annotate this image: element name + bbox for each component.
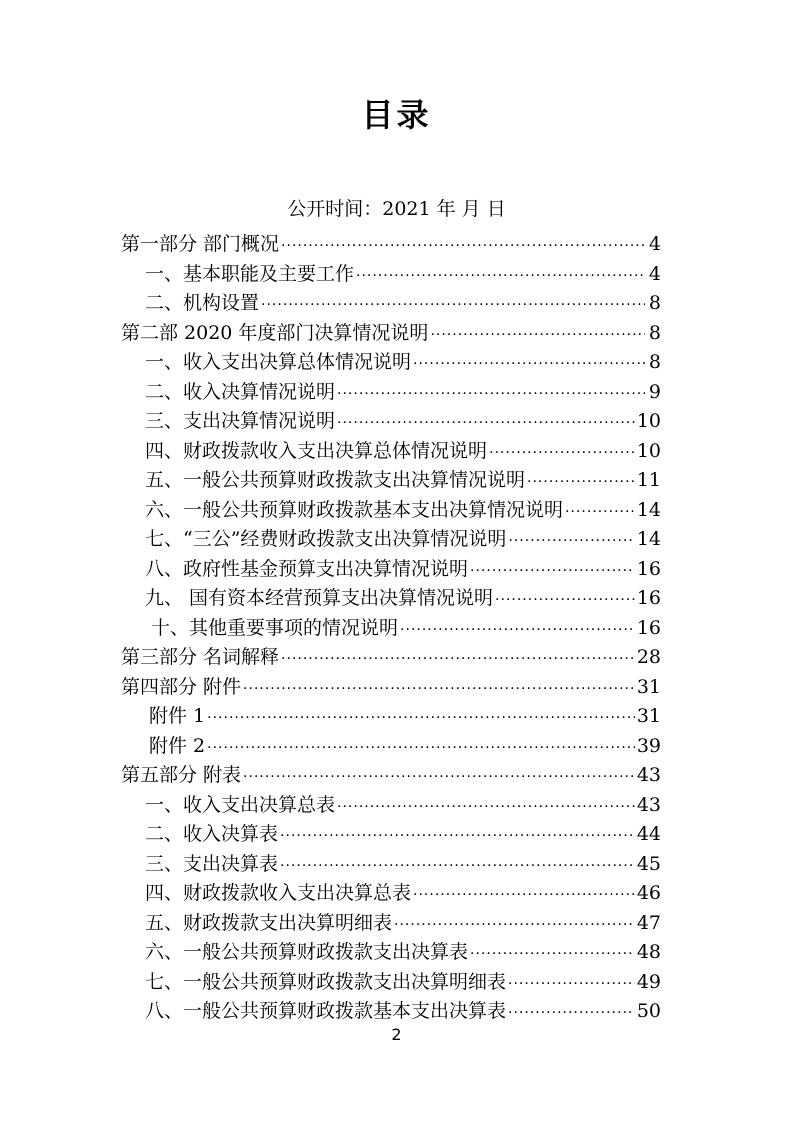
toc-entry-page: 10 bbox=[636, 439, 661, 462]
toc-entry[interactable] bbox=[121, 791, 661, 821]
toc-entry-label: 一、收入支出决算总体情况说明 bbox=[145, 351, 412, 373]
toc-leader-dots bbox=[281, 232, 645, 262]
toc-entry-label: 第三部分 名词解释 bbox=[121, 646, 280, 668]
toc-entry-page: 16 bbox=[636, 616, 661, 639]
toc-leader-dots bbox=[280, 852, 635, 882]
toc-entry-label: 五、一般公共预算财政拨款支出决算情况说明 bbox=[145, 469, 526, 491]
toc-entry-page: 43 bbox=[636, 764, 661, 786]
toc-entry[interactable] bbox=[121, 584, 661, 614]
toc-entry[interactable] bbox=[121, 820, 661, 850]
toc-entry-page: 4 bbox=[648, 233, 661, 255]
toc-entry-label: 第五部分 附表 bbox=[121, 764, 242, 786]
toc-entry[interactable] bbox=[121, 466, 661, 496]
toc-entry-page: 50 bbox=[636, 1000, 661, 1022]
toc-leader-dots bbox=[337, 409, 635, 439]
toc-leader-dots bbox=[207, 704, 635, 734]
toc-entry-label: 七、一般公共预算财政拨款支出决算明细表 bbox=[145, 970, 507, 993]
toc-leader-dots bbox=[337, 380, 645, 410]
toc-entry[interactable] bbox=[121, 407, 661, 437]
toc-leader-dots bbox=[400, 616, 635, 646]
toc-entry[interactable] bbox=[121, 614, 661, 644]
toc-entry[interactable] bbox=[121, 289, 661, 319]
toc-entry-page: 46 bbox=[636, 882, 661, 904]
toc-entry-page: 10 bbox=[636, 410, 661, 432]
toc-entry-page: 31 bbox=[636, 675, 661, 698]
toc-leader-dots bbox=[565, 498, 635, 528]
toc-leader-dots bbox=[489, 439, 635, 469]
toc-leader-dots bbox=[243, 763, 635, 793]
toc-entry-page: 9 bbox=[648, 380, 661, 403]
toc-entry[interactable] bbox=[121, 555, 661, 585]
toc-leader-dots bbox=[413, 350, 645, 380]
toc-entry[interactable] bbox=[121, 761, 661, 791]
toc-entry-label: 四、财政拨款收入支出决算总表 bbox=[145, 882, 412, 904]
toc-entry[interactable] bbox=[121, 850, 661, 880]
toc-entry-page: 45 bbox=[636, 852, 661, 875]
toc-entry-label: 一、基本职能及主要工作 bbox=[145, 262, 355, 285]
toc-entry-page: 48 bbox=[636, 941, 661, 963]
toc-entry-label: 二、收入决算情况说明 bbox=[145, 380, 336, 403]
toc-entry[interactable] bbox=[121, 702, 661, 732]
toc-entry-page: 43 bbox=[636, 793, 661, 816]
toc-entry[interactable] bbox=[121, 643, 661, 673]
toc-entry-label: 四、财政拨款收入支出决算总体情况说明 bbox=[145, 439, 488, 462]
toc-entry[interactable] bbox=[121, 997, 661, 1027]
toc-entry-label: 七、“三公”经费财政拨款支出决算情况说明 bbox=[145, 528, 507, 550]
toc-entry[interactable] bbox=[121, 260, 661, 290]
toc-entry-page: 16 bbox=[636, 587, 661, 609]
toc-leader-dots bbox=[508, 527, 634, 557]
toc-leader-dots bbox=[394, 911, 635, 941]
toc-leader-dots bbox=[337, 793, 635, 823]
toc-entry-page: 14 bbox=[636, 528, 661, 550]
toc-entry[interactable] bbox=[121, 378, 661, 408]
toc-entry[interactable] bbox=[121, 673, 661, 703]
toc-entry[interactable] bbox=[121, 879, 661, 909]
toc-leader-dots bbox=[243, 675, 635, 705]
toc-entry-label: 一、收入支出决算总表 bbox=[145, 793, 336, 816]
toc-leader-dots bbox=[261, 291, 645, 321]
toc-entry-page: 8 bbox=[648, 351, 661, 373]
toc-entry-label: 第二部 2020 年度部门决算情况说明 bbox=[121, 321, 429, 344]
toc-entry-label: 十、其他重要事项的情况说明 bbox=[151, 616, 399, 639]
toc-entry-label: 八、一般公共预算财政拨款基本支出决算表 bbox=[145, 1000, 507, 1022]
toc-entry-page: 49 bbox=[636, 970, 661, 993]
toc-entry[interactable] bbox=[121, 319, 661, 349]
toc-entry-label: 附件 2 bbox=[149, 734, 206, 757]
toc-leader-dots bbox=[527, 468, 635, 498]
toc-entry-label: 三、支出决算表 bbox=[145, 852, 279, 875]
page-title: 目录 bbox=[361, 96, 432, 134]
toc-entry[interactable] bbox=[121, 230, 661, 260]
toc-entry-label: 五、财政拨款支出决算明细表 bbox=[145, 911, 393, 934]
toc-entry-label: 二、收入决算表 bbox=[145, 823, 279, 845]
toc-entry[interactable] bbox=[121, 938, 661, 968]
toc-entry[interactable] bbox=[121, 909, 661, 939]
toc-leader-dots bbox=[281, 645, 635, 675]
toc-entry[interactable] bbox=[121, 437, 661, 467]
toc-entry-label: 附件 1 bbox=[149, 705, 206, 727]
toc-leader-dots bbox=[280, 822, 635, 852]
toc-entry-label: 八、政府性基金预算支出决算情况说明 bbox=[145, 557, 469, 580]
toc-entry-page: 47 bbox=[636, 911, 661, 934]
toc-entry[interactable] bbox=[121, 968, 661, 998]
toc-leader-dots bbox=[207, 734, 635, 764]
toc-entry-page: 14 bbox=[636, 498, 661, 521]
toc-entry-page: 8 bbox=[648, 292, 661, 314]
toc-leader-dots bbox=[430, 321, 645, 351]
page-number: 2 bbox=[391, 1025, 402, 1044]
toc-leader-dots bbox=[413, 881, 635, 911]
toc-entry-page: 16 bbox=[636, 557, 661, 580]
toc-entry-label: 二、机构设置 bbox=[145, 292, 260, 314]
publish-time: 公开时间：2021 年 月 日 bbox=[287, 198, 506, 220]
toc-leader-dots bbox=[470, 940, 635, 970]
toc-entry-page: 31 bbox=[636, 705, 661, 727]
toc-leader-dots bbox=[356, 262, 645, 292]
toc-entry[interactable] bbox=[121, 348, 661, 378]
toc-entry-label: 六、一般公共预算财政拨款基本支出决算情况说明 bbox=[145, 498, 564, 521]
toc-entry-label: 第一部分 部门概况 bbox=[121, 233, 280, 255]
toc-entry-label: 九、 国有资本经营预算支出决算情况说明 bbox=[145, 587, 494, 609]
toc-entry-page: 44 bbox=[636, 823, 661, 845]
toc-entry-label: 三、支出决算情况说明 bbox=[145, 410, 336, 432]
toc-leader-dots bbox=[470, 557, 635, 587]
toc-entry-page: 28 bbox=[636, 646, 661, 668]
toc-entry-page: 11 bbox=[636, 469, 661, 491]
toc-entry-page: 39 bbox=[636, 734, 661, 757]
toc-entry-page: 4 bbox=[648, 262, 661, 285]
toc-leader-dots bbox=[508, 970, 635, 1000]
toc-entry[interactable] bbox=[121, 732, 661, 762]
toc-leader-dots bbox=[495, 586, 635, 616]
toc-entry-page: 8 bbox=[648, 321, 661, 344]
toc-entry-label: 第四部分 附件 bbox=[121, 675, 242, 698]
toc-entry[interactable] bbox=[121, 496, 661, 526]
table-of-contents bbox=[121, 230, 661, 1027]
toc-entry[interactable] bbox=[121, 525, 661, 555]
toc-entry-label: 六、一般公共预算财政拨款支出决算表 bbox=[145, 941, 469, 963]
